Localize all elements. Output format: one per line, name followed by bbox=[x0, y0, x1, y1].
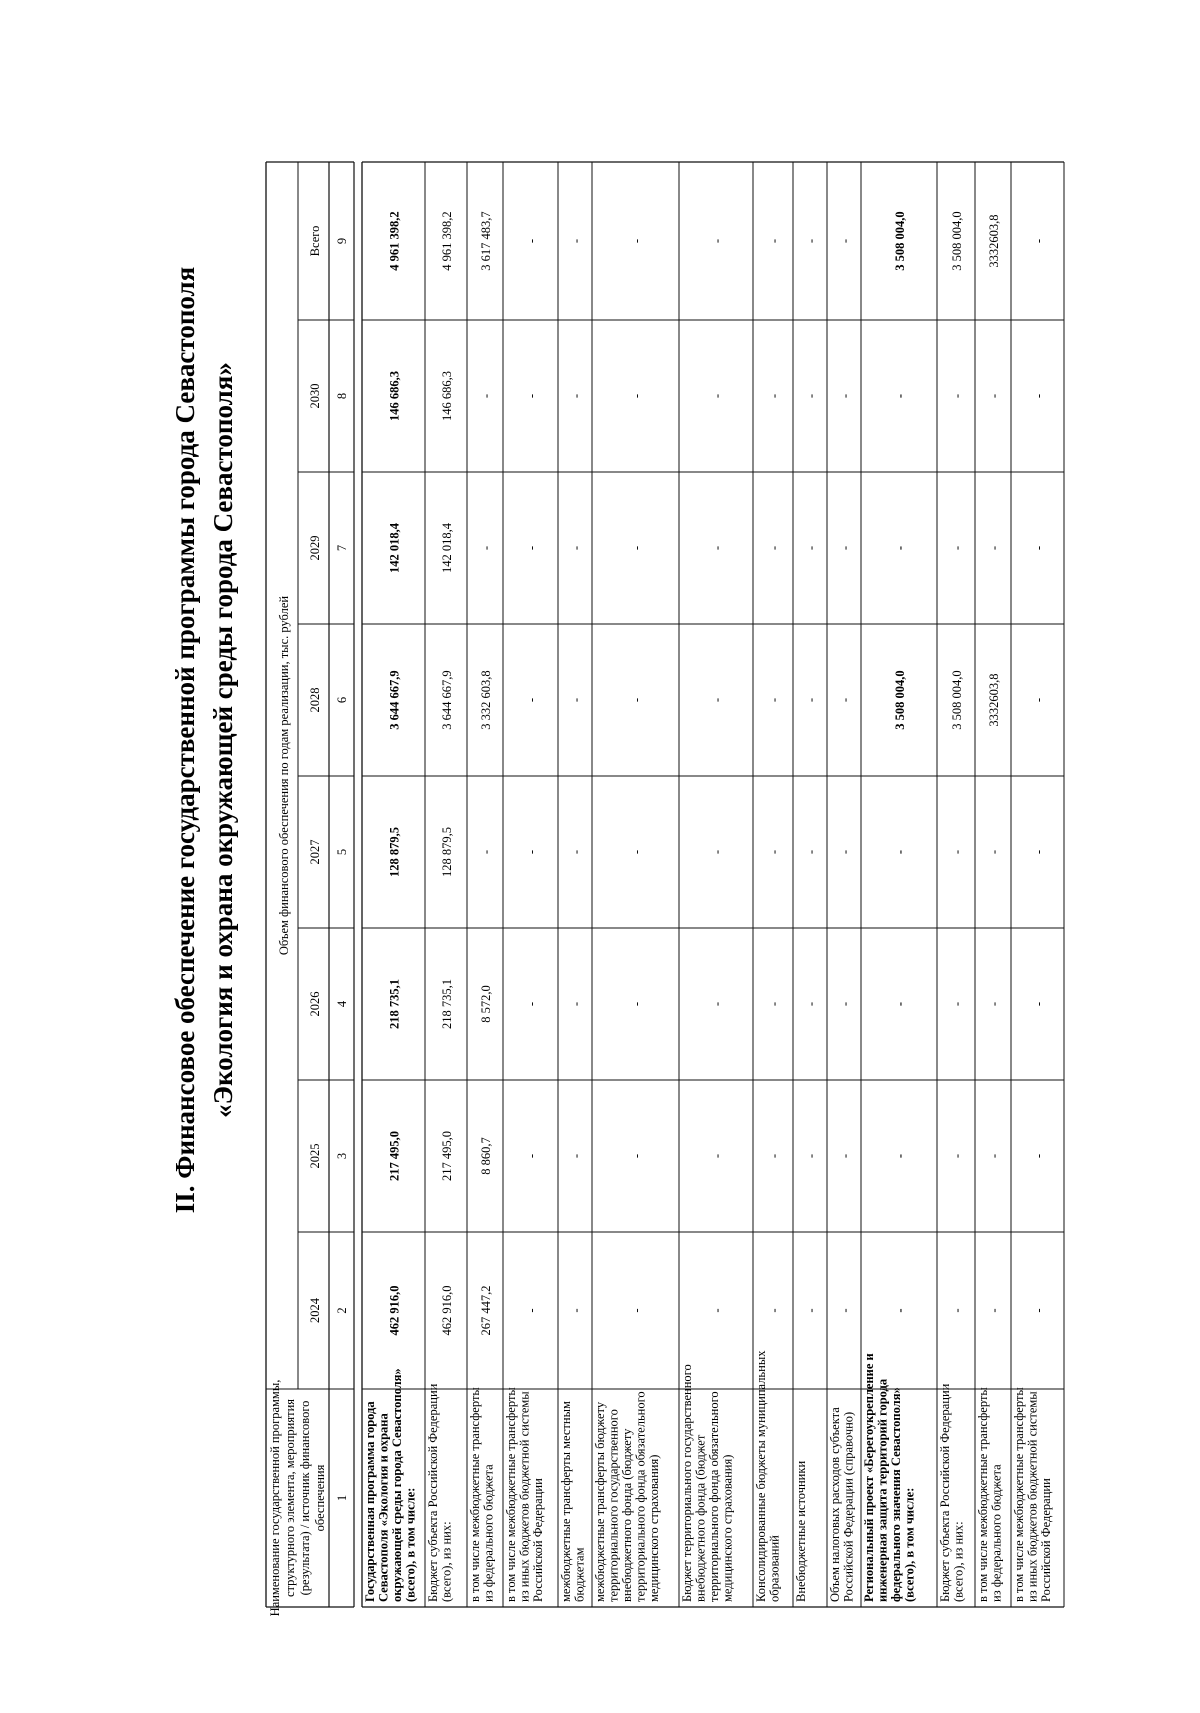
row-value: - bbox=[987, 1153, 1001, 1159]
row-label-line: территориального фонда обязательного bbox=[633, 1391, 648, 1602]
row-value: - bbox=[767, 1153, 781, 1159]
row-value: 267 447,2 bbox=[479, 1285, 493, 1336]
row-label-line: (всего), в том числе: bbox=[902, 1487, 917, 1602]
row-label-line: (всего), из них: bbox=[951, 1521, 966, 1602]
row-value: - bbox=[804, 697, 818, 703]
row-value: - bbox=[987, 393, 1001, 399]
row-value: - bbox=[804, 1001, 818, 1007]
row-value: - bbox=[1031, 238, 1046, 244]
row-value: 217 495,0 bbox=[440, 1131, 454, 1181]
row-label-line: Государственная программа города bbox=[363, 1401, 377, 1602]
row-label-line: Российской Федерации (справочно) bbox=[841, 1411, 856, 1602]
row-value: - bbox=[950, 1308, 964, 1313]
row-value: 4 961 398,2 bbox=[440, 211, 454, 271]
row-value: - bbox=[710, 393, 724, 399]
row-value: - bbox=[629, 238, 644, 244]
row-value: - bbox=[893, 393, 907, 399]
row-value: 3 617 483,7 bbox=[479, 211, 493, 271]
row-value: 128 879,5 bbox=[387, 827, 402, 877]
row-label-line: Консолидированные бюджеты муниципальных bbox=[754, 1350, 768, 1602]
row-label-line: из федерального бюджета bbox=[989, 1464, 1004, 1602]
row-value: - bbox=[710, 697, 724, 703]
row-value: - bbox=[804, 545, 818, 551]
row-value: - bbox=[569, 545, 583, 551]
row-value: - bbox=[893, 849, 907, 855]
row-value: - bbox=[950, 849, 964, 855]
column-number: 9 bbox=[335, 237, 349, 245]
column-number: 1 bbox=[335, 1494, 349, 1502]
row-value: - bbox=[710, 1001, 724, 1007]
row-value: - bbox=[479, 545, 493, 551]
row-value: 3 508 004,0 bbox=[950, 670, 964, 730]
row-value: - bbox=[629, 393, 644, 399]
row-value: - bbox=[524, 393, 539, 399]
header-name-line: Наименование государственной программы, bbox=[268, 1379, 282, 1617]
row-value: - bbox=[838, 849, 852, 855]
row-value: - bbox=[838, 697, 852, 703]
row-label-line: внебюджетного фонда (бюджету bbox=[620, 1428, 634, 1602]
row-value: 142 018,4 bbox=[440, 523, 454, 573]
row-value: - bbox=[1031, 1153, 1046, 1159]
row-value: - bbox=[767, 238, 781, 244]
row-value: - bbox=[838, 1153, 852, 1159]
row-label-line: из федерального бюджета bbox=[481, 1464, 496, 1602]
row-value: 217 495,0 bbox=[387, 1131, 402, 1181]
row-value: 218 735,1 bbox=[440, 979, 454, 1029]
row-value: - bbox=[629, 1153, 644, 1159]
title-line-2: «Экология и охрана окружающей среды города Севастополя» bbox=[208, 362, 238, 1118]
row-value: - bbox=[838, 393, 852, 399]
header-name-line: структурного элемента, мероприятия bbox=[283, 1398, 297, 1598]
column-number: 5 bbox=[335, 848, 349, 856]
row-value: - bbox=[838, 545, 852, 551]
row-value: - bbox=[524, 697, 539, 703]
row-value: - bbox=[1031, 849, 1046, 855]
column-number: 2 bbox=[335, 1307, 349, 1314]
row-value: - bbox=[804, 1153, 818, 1159]
row-value: - bbox=[710, 1153, 724, 1159]
row-label-line: (всего), из них: bbox=[439, 1521, 454, 1602]
row-value: - bbox=[893, 545, 907, 551]
header-year: 2024 bbox=[308, 1298, 322, 1323]
row-label-line: из иных бюджетов бюджетной системы bbox=[517, 1391, 532, 1602]
header-year: 2025 bbox=[308, 1143, 322, 1169]
row-label-line: бюджетам bbox=[572, 1547, 587, 1602]
row-value: - bbox=[1031, 1308, 1046, 1313]
row-value: - bbox=[893, 1001, 907, 1007]
title-line-1: II. Финансовое обеспечение государственной программы города Севастополя bbox=[170, 266, 200, 1214]
row-label-line: территориального фонда обязательного bbox=[707, 1391, 721, 1602]
row-value: - bbox=[524, 238, 539, 244]
row-value: - bbox=[767, 393, 781, 399]
row-label-line: в том числе межбюджетные трансферты bbox=[504, 1387, 518, 1602]
row-label-line: Объем налоговых расходов субъекта bbox=[828, 1407, 842, 1602]
row-value: - bbox=[987, 1001, 1001, 1007]
row-value: - bbox=[569, 1308, 583, 1313]
row-value: - bbox=[629, 697, 644, 703]
row-value: 3 508 004,0 bbox=[950, 211, 964, 271]
row-value: 3 332 603,8 bbox=[479, 670, 493, 730]
row-value: - bbox=[767, 545, 781, 551]
row-value: - bbox=[629, 849, 644, 855]
row-value: 8 572,0 bbox=[479, 985, 493, 1023]
row-value: - bbox=[710, 849, 724, 855]
row-value: - bbox=[569, 393, 583, 399]
row-value: - bbox=[767, 849, 781, 855]
row-value: - bbox=[1031, 697, 1046, 703]
row-value: 4 961 398,2 bbox=[387, 211, 402, 271]
row-value: - bbox=[524, 1308, 539, 1313]
header-year: 2027 bbox=[308, 839, 322, 865]
row-label-line: Российской Федерации bbox=[531, 1478, 545, 1602]
row-value: - bbox=[629, 1001, 644, 1007]
row-label-line: в том числе межбюджетные трансферты bbox=[976, 1387, 990, 1602]
row-value: - bbox=[950, 1153, 964, 1159]
row-value: - bbox=[524, 849, 539, 855]
row-value: - bbox=[767, 697, 781, 703]
row-value: - bbox=[629, 1308, 644, 1313]
row-value: - bbox=[838, 1308, 852, 1313]
row-value: - bbox=[767, 1308, 781, 1313]
column-number: 4 bbox=[335, 1000, 349, 1008]
row-value: 8 860,7 bbox=[479, 1137, 493, 1175]
column-number: 7 bbox=[335, 544, 349, 552]
row-value: - bbox=[569, 1153, 583, 1159]
row-value: - bbox=[1031, 1001, 1046, 1007]
row-value: - bbox=[950, 1001, 964, 1007]
row-value: - bbox=[710, 1308, 724, 1313]
row-value: - bbox=[479, 393, 493, 399]
row-value: - bbox=[629, 545, 644, 551]
row-value: - bbox=[804, 1308, 818, 1313]
row-value: 3 508 004,0 bbox=[893, 211, 907, 271]
row-value: - bbox=[767, 1001, 781, 1007]
row-value: - bbox=[987, 1308, 1001, 1313]
row-value: 3332603,8 bbox=[987, 673, 1001, 727]
row-value: - bbox=[987, 849, 1001, 855]
row-value: - bbox=[838, 1001, 852, 1007]
row-label-line: Севастополя «Экология и охрана bbox=[376, 1413, 391, 1602]
row-value: - bbox=[950, 545, 964, 551]
row-label-line: инженерная защита территорий города bbox=[875, 1378, 890, 1602]
row-value: 462 916,0 bbox=[440, 1285, 454, 1336]
row-label-line: медицинского страхования) bbox=[647, 1454, 661, 1602]
row-value: - bbox=[804, 849, 818, 855]
row-value: - bbox=[710, 238, 724, 244]
row-label-line: медицинского страхования) bbox=[720, 1454, 735, 1602]
row-label-line: территориального государственного bbox=[606, 1409, 621, 1602]
row-label-line: федерального значения Севастополя» bbox=[889, 1387, 903, 1602]
row-value: - bbox=[710, 545, 724, 551]
header-year: 2026 bbox=[308, 991, 322, 1017]
row-value: - bbox=[569, 238, 583, 244]
column-number: 6 bbox=[335, 696, 349, 704]
row-label-line: Бюджет субъекта Российской Федерации bbox=[938, 1383, 952, 1602]
row-label-line: Бюджет территориального государственного bbox=[680, 1364, 694, 1602]
header-name-line: (результата) / источник финансового bbox=[298, 1400, 312, 1596]
row-label-line: из иных бюджетов бюджетной системы bbox=[1025, 1391, 1040, 1602]
row-value: 218 735,1 bbox=[387, 979, 402, 1029]
row-value: - bbox=[893, 1153, 907, 1159]
header-group-label: Объем финансового обеспечения по годам реализации, тыс. рублей bbox=[277, 595, 291, 956]
header-name-line: обеспечения bbox=[313, 1464, 327, 1532]
row-label-line: Бюджет субъекта Российской Федерации bbox=[426, 1383, 440, 1602]
row-value: - bbox=[524, 1153, 539, 1159]
row-value: 146 686,3 bbox=[387, 371, 402, 421]
row-value: - bbox=[804, 238, 818, 244]
row-label-line: межбюджетные трансферты местным bbox=[559, 1401, 573, 1602]
row-value: 462 916,0 bbox=[387, 1285, 402, 1336]
row-value: - bbox=[524, 545, 539, 551]
row-label-line: Региональный проект «Берегоукрепление и bbox=[862, 1353, 876, 1602]
row-value: 146 686,3 bbox=[440, 371, 454, 421]
row-value: - bbox=[838, 238, 852, 244]
row-label-line: в том числе межбюджетные трансферты bbox=[468, 1387, 482, 1602]
row-label-line: внебюджетного фонда (бюджет bbox=[693, 1434, 708, 1602]
column-number: 8 bbox=[335, 392, 349, 400]
header-year: 2028 bbox=[308, 687, 322, 713]
row-label-line: окружающей среды города Севастополя» bbox=[390, 1368, 404, 1602]
row-label-line: Внебюджетные источники bbox=[794, 1460, 808, 1602]
header-year: 2029 bbox=[308, 535, 322, 561]
row-label-line: образований bbox=[767, 1535, 782, 1602]
row-label-line: (всего), в том числе: bbox=[403, 1487, 418, 1602]
column-number: 3 bbox=[335, 1152, 349, 1160]
row-value: - bbox=[524, 1001, 539, 1007]
header-year: 2030 bbox=[308, 383, 322, 409]
row-value: - bbox=[1031, 545, 1046, 551]
row-value: 3 644 667,9 bbox=[387, 670, 402, 730]
row-value: - bbox=[569, 849, 583, 855]
row-value: - bbox=[1031, 393, 1046, 399]
row-value: - bbox=[569, 1001, 583, 1007]
row-value: 128 879,5 bbox=[440, 827, 454, 877]
row-value: - bbox=[987, 545, 1001, 551]
row-value: - bbox=[569, 697, 583, 703]
row-label-line: межбюджетные трансферты бюджету bbox=[593, 1401, 607, 1602]
row-value: 3332603,8 bbox=[987, 214, 1001, 268]
row-value: 3 644 667,9 bbox=[440, 670, 454, 730]
row-value: - bbox=[893, 1308, 907, 1313]
row-value: 142 018,4 bbox=[387, 523, 402, 573]
header-year: Всего bbox=[308, 225, 322, 257]
row-label-line: Российской Федерации bbox=[1039, 1478, 1053, 1602]
row-label-line: в том числе межбюджетные трансферты bbox=[1012, 1387, 1026, 1602]
row-value: - bbox=[479, 849, 493, 855]
row-value: - bbox=[804, 393, 818, 399]
row-value: - bbox=[950, 393, 964, 399]
row-value: 3 508 004,0 bbox=[893, 670, 907, 730]
